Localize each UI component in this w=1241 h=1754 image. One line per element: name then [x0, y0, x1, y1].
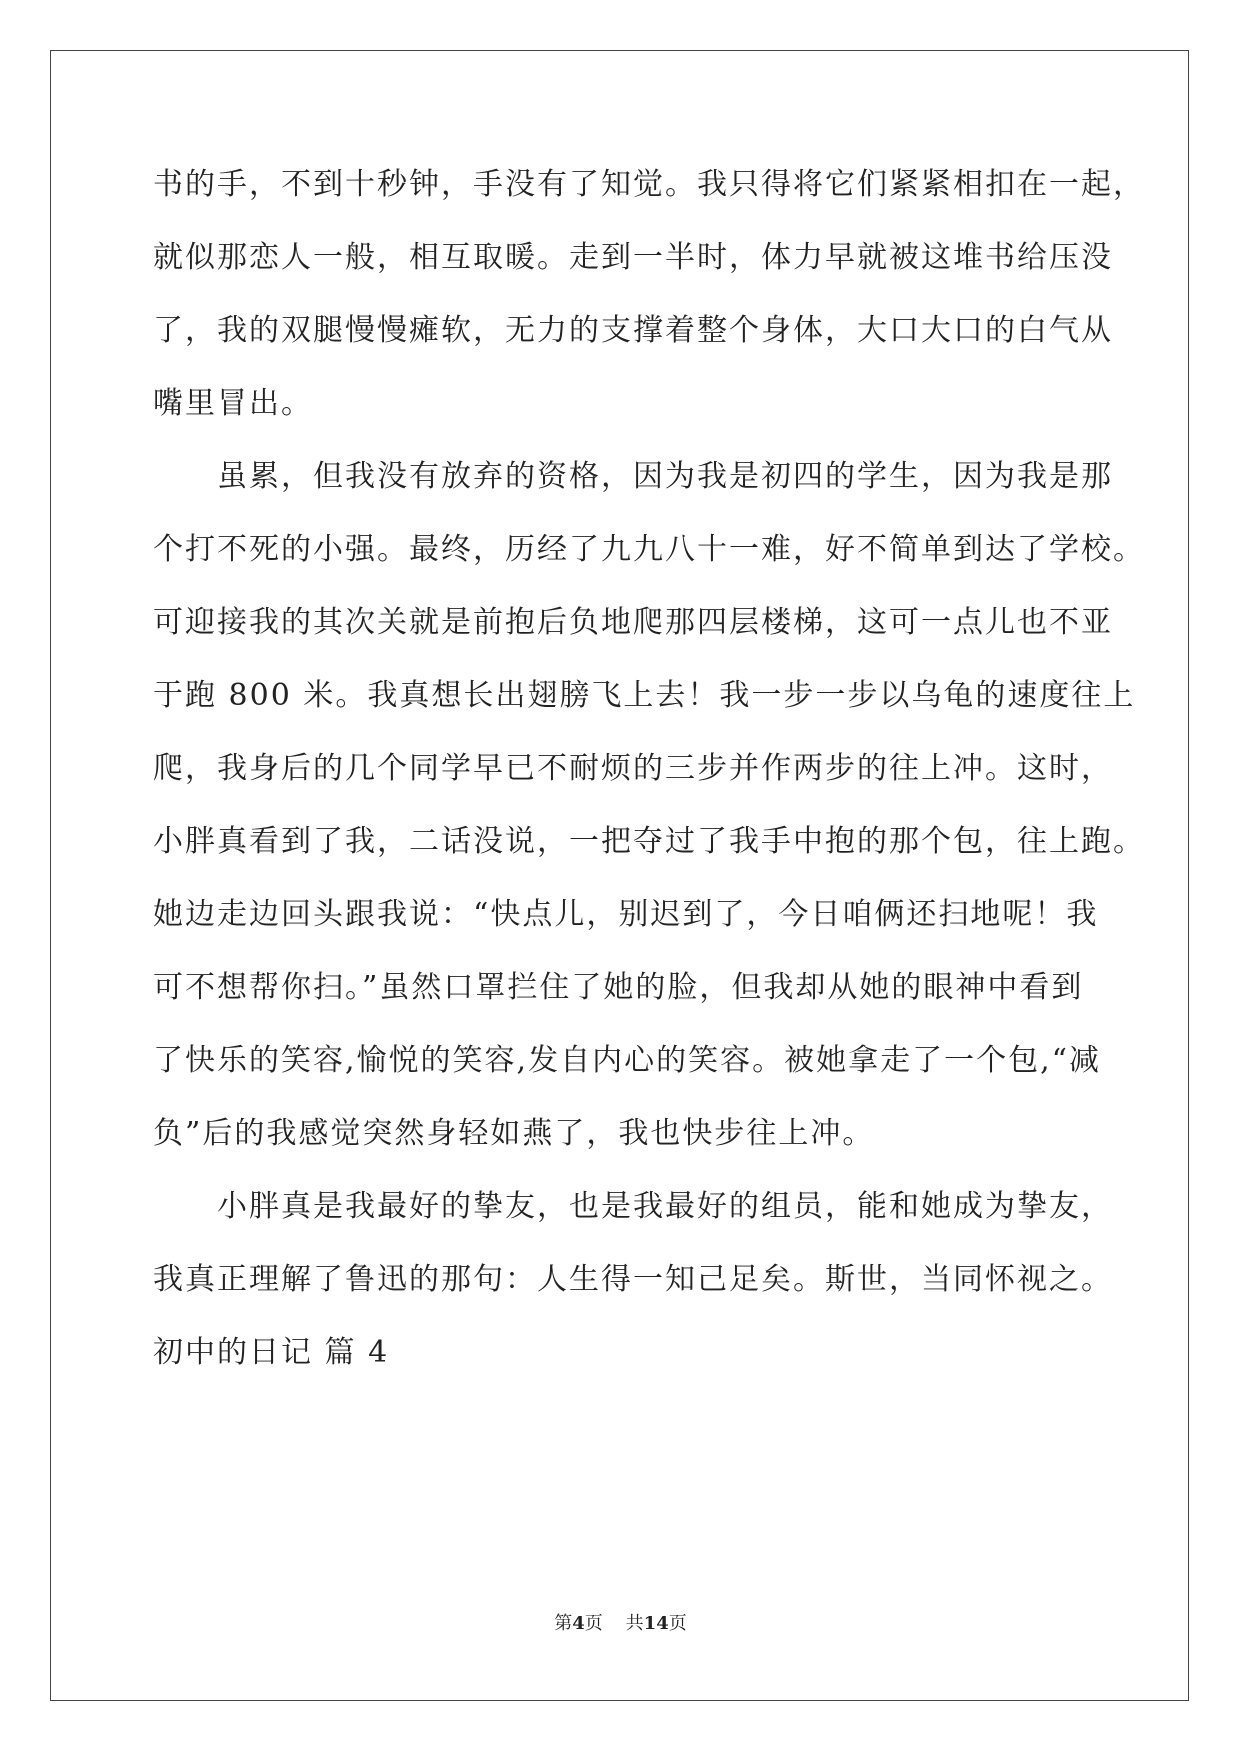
text-line: 她边走边回头跟我说：“快点儿，别迟到了，今日咱俩还扫地呢！我 — [153, 897, 1099, 932]
total-page-count: 14 — [643, 1613, 669, 1634]
text-line: 小胖真看到了我，二话没说，一把夺过了我手中抱的那个包，往上跑。 — [153, 824, 1145, 859]
text-line: 虽累，但我没有放弃的资格，因为我是初四的学生，因为我是那 — [153, 459, 1113, 494]
section-heading: 初中的日记 篇 4 — [153, 1335, 390, 1370]
page-border — [50, 50, 1189, 1701]
footer-prefix: 第 — [554, 1613, 573, 1634]
footer-page-suffix: 页 — [584, 1613, 603, 1634]
text-line: 书的手，不到十秒钟，手没有了知觉。我只得将它们紧紧相扣在一起， — [153, 167, 1145, 202]
current-page-number: 4 — [572, 1613, 585, 1634]
text-line: 小胖真是我最好的挚友，也是我最好的组员，能和她成为挚友， — [153, 1189, 1113, 1224]
footer-total-prefix: 共 — [625, 1613, 644, 1634]
text-line: 就似那恋人一般，相互取暖。走到一半时，体力早就被这堆书给压没 — [153, 240, 1113, 275]
text-line: 我真正理解了鲁迅的那句：人生得一知己足矣。斯世，当同怀视之。 — [153, 1262, 1113, 1297]
footer-total-suffix: 页 — [668, 1613, 687, 1634]
text-line: 爬，我身后的几个同学早已不耐烦的三步并作两步的往上冲。这时， — [153, 751, 1113, 786]
text-line: 可不想帮你扫。”虽然口罩拦住了她的脸，但我却从她的眼神中看到 — [153, 970, 1084, 1005]
text-line: 个打不死的小强。最终，历经了九九八十一难，好不简单到达了学校。 — [153, 532, 1145, 567]
text-line: 可迎接我的其次关就是前抱后负地爬那四层楼梯，这可一点儿也不亚 — [153, 605, 1113, 640]
text-line: 负”后的我感觉突然身轻如燕了，我也快步往上冲。 — [153, 1116, 875, 1151]
page-footer — [0, 1612, 1241, 1636]
text-line: 于跑 800 米。我真想长出翅膀飞上去！我一步一步以乌龟的速度往上 — [153, 678, 1136, 713]
text-line: 了，我的双腿慢慢瘫软，无力的支撑着整个身体，大口大口的白气从 — [153, 313, 1113, 348]
text-line: 了快乐的笑容,愉悦的笑容,发自内心的笑容。被她拿走了一个包,“减 — [153, 1043, 1101, 1078]
text-line: 嘴里冒出。 — [153, 386, 313, 421]
